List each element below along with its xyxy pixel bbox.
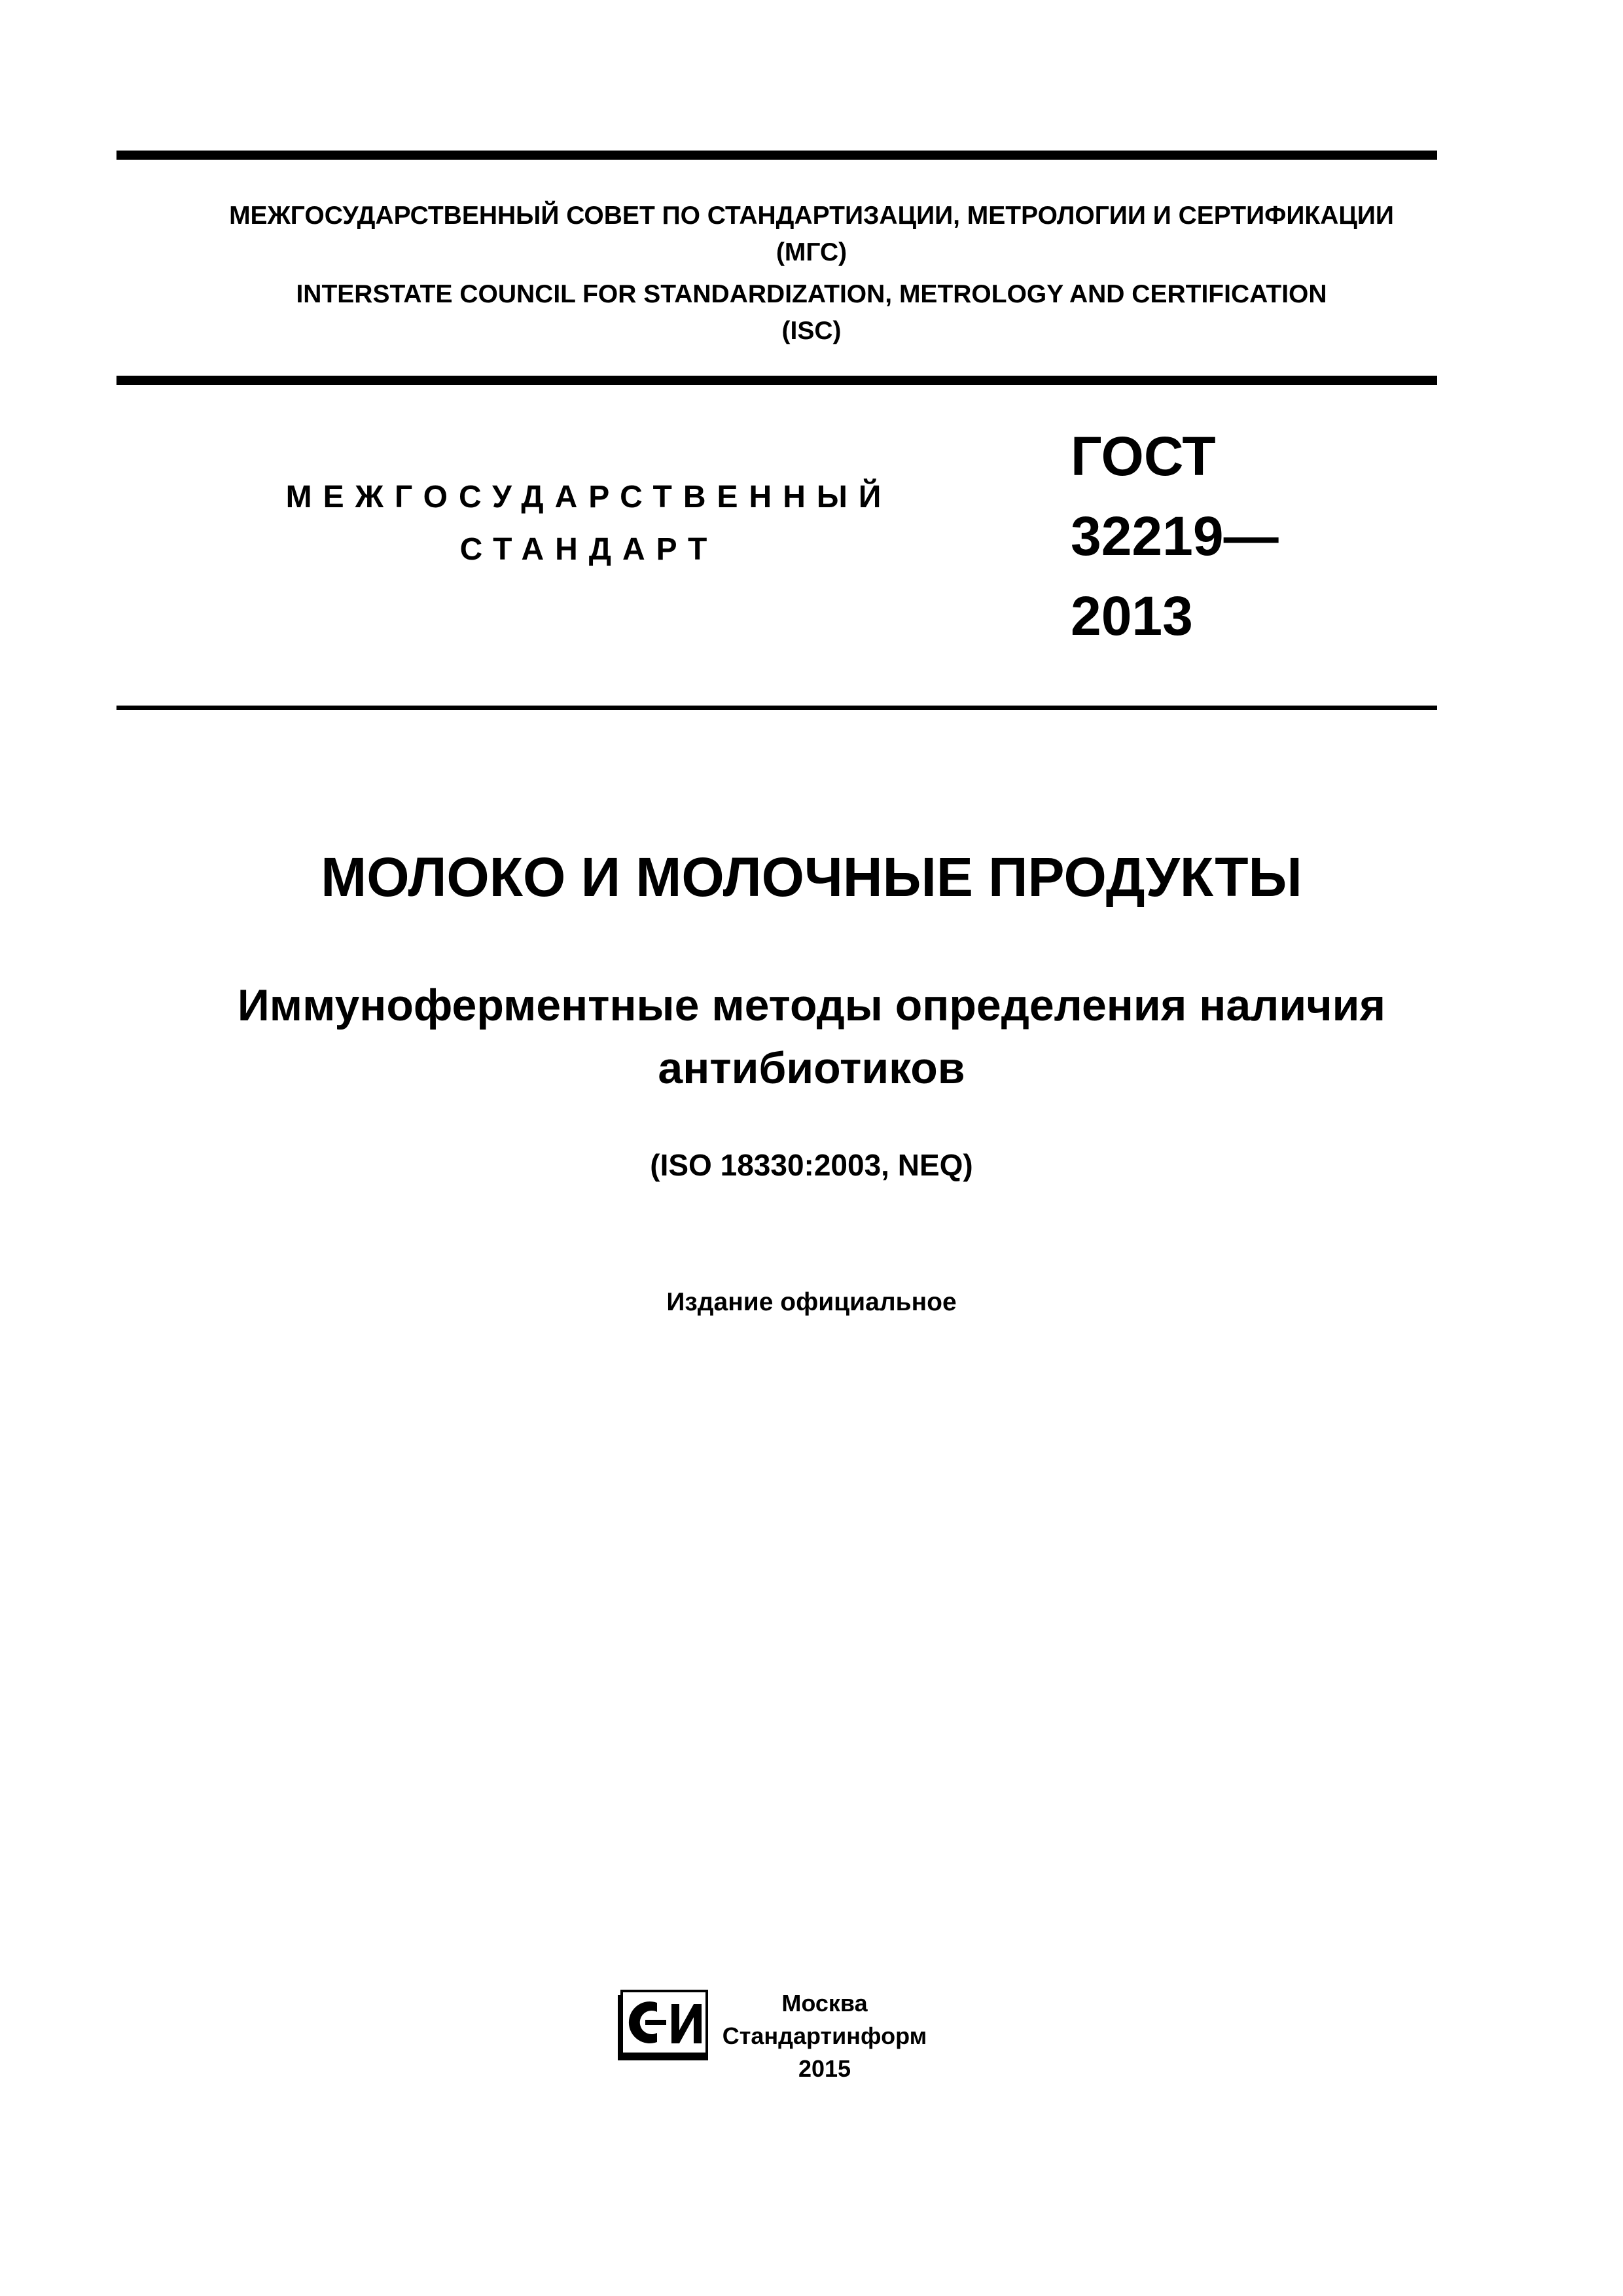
standartinform-logo-icon [616, 1990, 709, 2062]
council-en-line1: INTERSTATE COUNCIL FOR STANDARDIZATION, METROLOGY AND CERTIFICATION [296, 280, 1327, 308]
document-title: МОЛОКО И МОЛОЧНЫЕ ПРОДУКТЫ [321, 846, 1302, 908]
standard-code [1071, 416, 1279, 656]
standard-code-line1: ГОСТ [1071, 425, 1216, 487]
council-en-line2: (ISC) [781, 317, 842, 345]
standard-code-line2: 32219— [1071, 505, 1279, 567]
publisher-name: Стандартинформ [722, 2022, 927, 2049]
publisher-block [720, 1987, 929, 2085]
top-rule [116, 151, 1437, 160]
council-bottom-rule [116, 376, 1437, 385]
subtitle-line1: Иммуноферментные методы определения наличия [237, 980, 1386, 1030]
publisher-city: Москва [781, 1990, 868, 2017]
standard-kind [262, 471, 916, 576]
iso-reference: (ISO 18330:2003, NEQ) [650, 1148, 973, 1182]
publisher-year: 2015 [798, 2055, 851, 2082]
council-ru-line2: (МГС) [776, 238, 847, 266]
council-en [0, 276, 1623, 350]
council-ru-line1: МЕЖГОСУДАРСТВЕННЫЙ СОВЕТ ПО СТАНДАРТИЗАЦИИ, МЕТРОЛОГИИ И СЕРТИФИКАЦИИ [229, 202, 1394, 230]
standard-code-line3: 2013 [1071, 585, 1193, 647]
subtitle-line2: антибиотиков [658, 1043, 965, 1093]
edition-label: Издание официальное [666, 1288, 957, 1316]
standard-kind-line1: МЕЖГОСУДАРСТВЕННЫЙ [285, 480, 893, 514]
standard-kind-line2: СТАНДАРТ [459, 532, 719, 567]
standard-bottom-rule [116, 706, 1437, 710]
document-subtitle [0, 974, 1623, 1100]
council-ru [0, 198, 1623, 271]
